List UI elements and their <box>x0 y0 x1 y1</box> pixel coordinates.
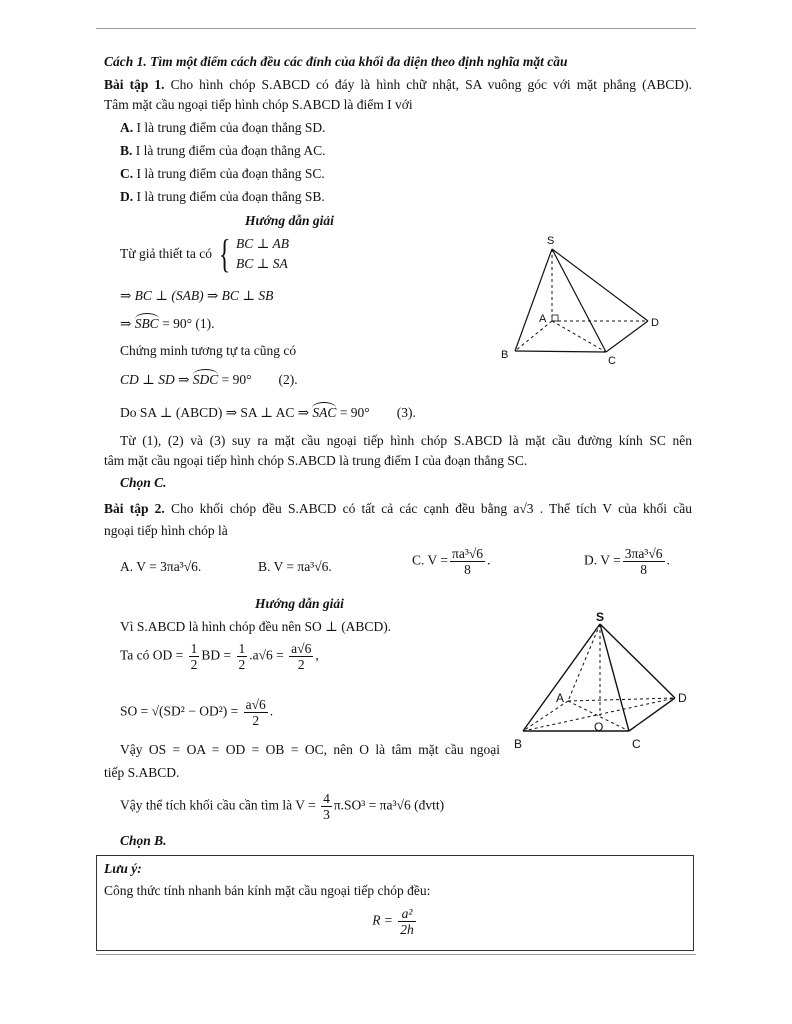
step-5-pre: Do SA ⊥ (ABCD) ⇒ SA ⊥ AC ⇒ <box>120 405 313 420</box>
denominator: 3 <box>323 807 330 822</box>
text: SO = √(SD² − OD²) = <box>120 703 239 719</box>
text: . <box>269 703 274 719</box>
step-2 <box>120 313 214 333</box>
numerator: a√6 <box>291 641 312 656</box>
text: BD = <box>201 647 232 663</box>
system-line-2: BC ⊥ SA <box>236 256 288 271</box>
exercise-2-text: Cho khối chóp đều S.ABCD có tất cả các cạnh đều bằng a√3 . Thể tích V của khối cầu <box>164 501 692 516</box>
exercise-1-text: Cho hình chóp S.ABCD có đáy là hình chữ nhật, SA vuông góc với mặt phẳng (ABCD). <box>164 77 692 92</box>
edge-sb <box>523 624 600 731</box>
step-3: Chứng minh tương tự ta cũng có <box>120 343 297 358</box>
sol-2-line-5: tiếp S.ABCD. <box>104 765 180 780</box>
label-s: S <box>547 235 555 247</box>
text: Vậy thể tích khối cầu cần tìm là V = <box>120 797 316 813</box>
option-text: I là trung điểm của đoạn thẳng SC. <box>133 166 325 181</box>
option-2d: D. V = $\frac{\text{3πa³√6}}{8}$ . <box>584 546 670 577</box>
edge-sd <box>552 249 648 321</box>
exercise-2-label: Bài tập 2. <box>104 501 165 516</box>
section-title: Cách 1. Tìm một điểm cách đều các đỉnh của khối đa diện theo định nghĩa mặt cầu <box>104 54 568 69</box>
label-d: D <box>678 691 687 705</box>
right-angle-mark <box>552 315 558 321</box>
given-label: Từ giả thiết ta có <box>120 246 213 261</box>
step-4 <box>120 369 298 389</box>
option-c <box>120 165 325 183</box>
brace-icon: { <box>219 231 231 276</box>
exercise-2-statement <box>104 500 692 518</box>
label-d: D <box>651 317 659 329</box>
edge-cd <box>606 321 648 352</box>
sol-2-line-4: Vậy OS = OA = OD = OB = OC, nên O là tâm mặt cầu ngoại <box>120 742 500 757</box>
answer-1: Chọn C. <box>120 475 167 490</box>
conclusion-2: tâm mặt cầu ngoại tiếp hình chóp S.ABCD là trung điểm I của đoạn thẳng SC. <box>104 453 528 468</box>
numerator: a√6 <box>245 697 266 712</box>
option-key: C. <box>120 166 134 181</box>
sol-2-line-3 <box>120 697 273 728</box>
label-c: C <box>608 355 616 367</box>
step-5-post: = 90° (3). <box>336 405 416 420</box>
guide-heading-1: Hướng dẫn giải <box>245 213 334 228</box>
step-5 <box>120 402 416 422</box>
fraction <box>450 546 485 577</box>
step-2-post: = 90° (1). <box>158 316 215 331</box>
system-line-1: BC ⊥ AB <box>236 236 289 251</box>
angle-sac: SAC <box>312 402 336 422</box>
text: Ta có OD = <box>120 647 184 663</box>
fraction <box>623 546 665 577</box>
denominator: 2h <box>400 922 414 937</box>
text: .a√6 = <box>249 647 284 663</box>
edge-ad <box>568 698 675 701</box>
label-a: A <box>556 691 565 705</box>
edge-bc <box>515 351 606 352</box>
exercise-1-label: Bài tập 1. <box>104 77 165 92</box>
note-text: Công thức tính nhanh bán kính mặt cầu ngoại tiếp chóp đều: <box>104 883 431 898</box>
numerator: πa³√6 <box>452 546 484 561</box>
note-title: Lưu ý: <box>104 861 142 876</box>
sol-2-line-1: Vì S.ABCD là hình chóp đều nên SO ⊥ (ABCD). <box>120 619 392 634</box>
conclusion-1: Từ (1), (2) và (3) suy ra mặt cầu ngoại tiếp hình chóp S.ABCD là mặt cầu đường kính SC nên <box>120 433 692 448</box>
note-box <box>96 855 694 951</box>
text: π.SO³ = πa³√6 (đvtt) <box>333 797 445 813</box>
option-key: A. <box>120 120 134 135</box>
sol-2-line-6 <box>120 791 444 822</box>
label-b: B <box>514 737 523 751</box>
fraction <box>237 641 248 672</box>
given-system <box>120 231 289 276</box>
label-o: O <box>594 720 604 734</box>
label-c: C <box>632 737 641 751</box>
exercise-2-text-2: ngoại tiếp hình chóp là <box>104 523 228 538</box>
option-2b: B. V = πa³√6. <box>258 559 332 574</box>
option-b <box>120 142 325 160</box>
denominator: 2 <box>238 657 246 672</box>
option-a <box>120 119 325 137</box>
pyramid-figure-1 <box>495 232 675 372</box>
answer-2: Chọn B. <box>120 833 167 848</box>
label-s: S <box>596 610 605 624</box>
option-text: I là trung điểm của đoạn thẳng AC. <box>132 143 326 158</box>
exercise-1-statement <box>104 76 692 94</box>
label-b: B <box>501 349 509 361</box>
option-key: D. <box>120 189 134 204</box>
step-4-post: = 90° (2). <box>218 372 298 387</box>
guide-heading-2: Hướng dẫn giải <box>255 596 344 611</box>
option-key: B. <box>120 143 133 158</box>
pyramid-figure-2 <box>508 610 698 760</box>
fraction <box>244 697 268 728</box>
denominator: 2 <box>297 657 305 672</box>
fraction <box>321 791 332 822</box>
numerator: 1 <box>238 641 246 656</box>
formula-lhs: R = <box>372 912 393 928</box>
edge-sb <box>515 249 552 351</box>
fraction <box>398 906 416 937</box>
fraction <box>289 641 313 672</box>
label-a: A <box>539 313 547 325</box>
option-key: C. V = <box>412 552 449 568</box>
denominator: 8 <box>640 562 647 577</box>
footer-rule <box>96 954 696 955</box>
system-lines <box>236 234 289 274</box>
step-4-pre: CD ⊥ SD ⇒ <box>120 372 193 387</box>
numerator: a² <box>398 906 416 922</box>
text: , <box>315 647 319 663</box>
numerator: 3πa³√6 <box>624 546 663 561</box>
edge-sc <box>600 624 629 731</box>
denominator: 2 <box>190 657 198 672</box>
step-1: ⇒ BC ⊥ (SAB) ⇒ BC ⊥ SB <box>120 288 274 303</box>
step-2-pre: ⇒ <box>120 316 135 331</box>
option-2c: C. V = $\frac{\text{πa³√6}}{8}$ . <box>412 546 491 577</box>
option-text: I là trung điểm của đoạn thẳng SB. <box>133 189 325 204</box>
exercise-1-text-2: Tâm mặt cầu ngoại tiếp hình chóp S.ABCD là điểm I với <box>104 97 413 112</box>
angle-sbc: SBC <box>135 313 159 333</box>
edge-sd <box>600 624 675 698</box>
note-formula <box>97 906 693 937</box>
edge-ab <box>523 701 568 731</box>
sol-2-line-2 <box>120 641 319 672</box>
option-2a: A. V = 3πa³√6. <box>120 559 202 574</box>
option-d <box>120 188 325 206</box>
angle-sdc: SDC <box>193 369 219 389</box>
option-key: D. V = <box>584 552 621 568</box>
fraction <box>189 641 200 672</box>
numerator: 4 <box>323 791 330 806</box>
header-rule <box>96 28 696 29</box>
denominator: 8 <box>464 562 471 577</box>
option-text: I là trung điểm của đoạn thẳng SD. <box>133 120 326 135</box>
numerator: 1 <box>190 641 198 656</box>
denominator: 2 <box>252 713 260 728</box>
